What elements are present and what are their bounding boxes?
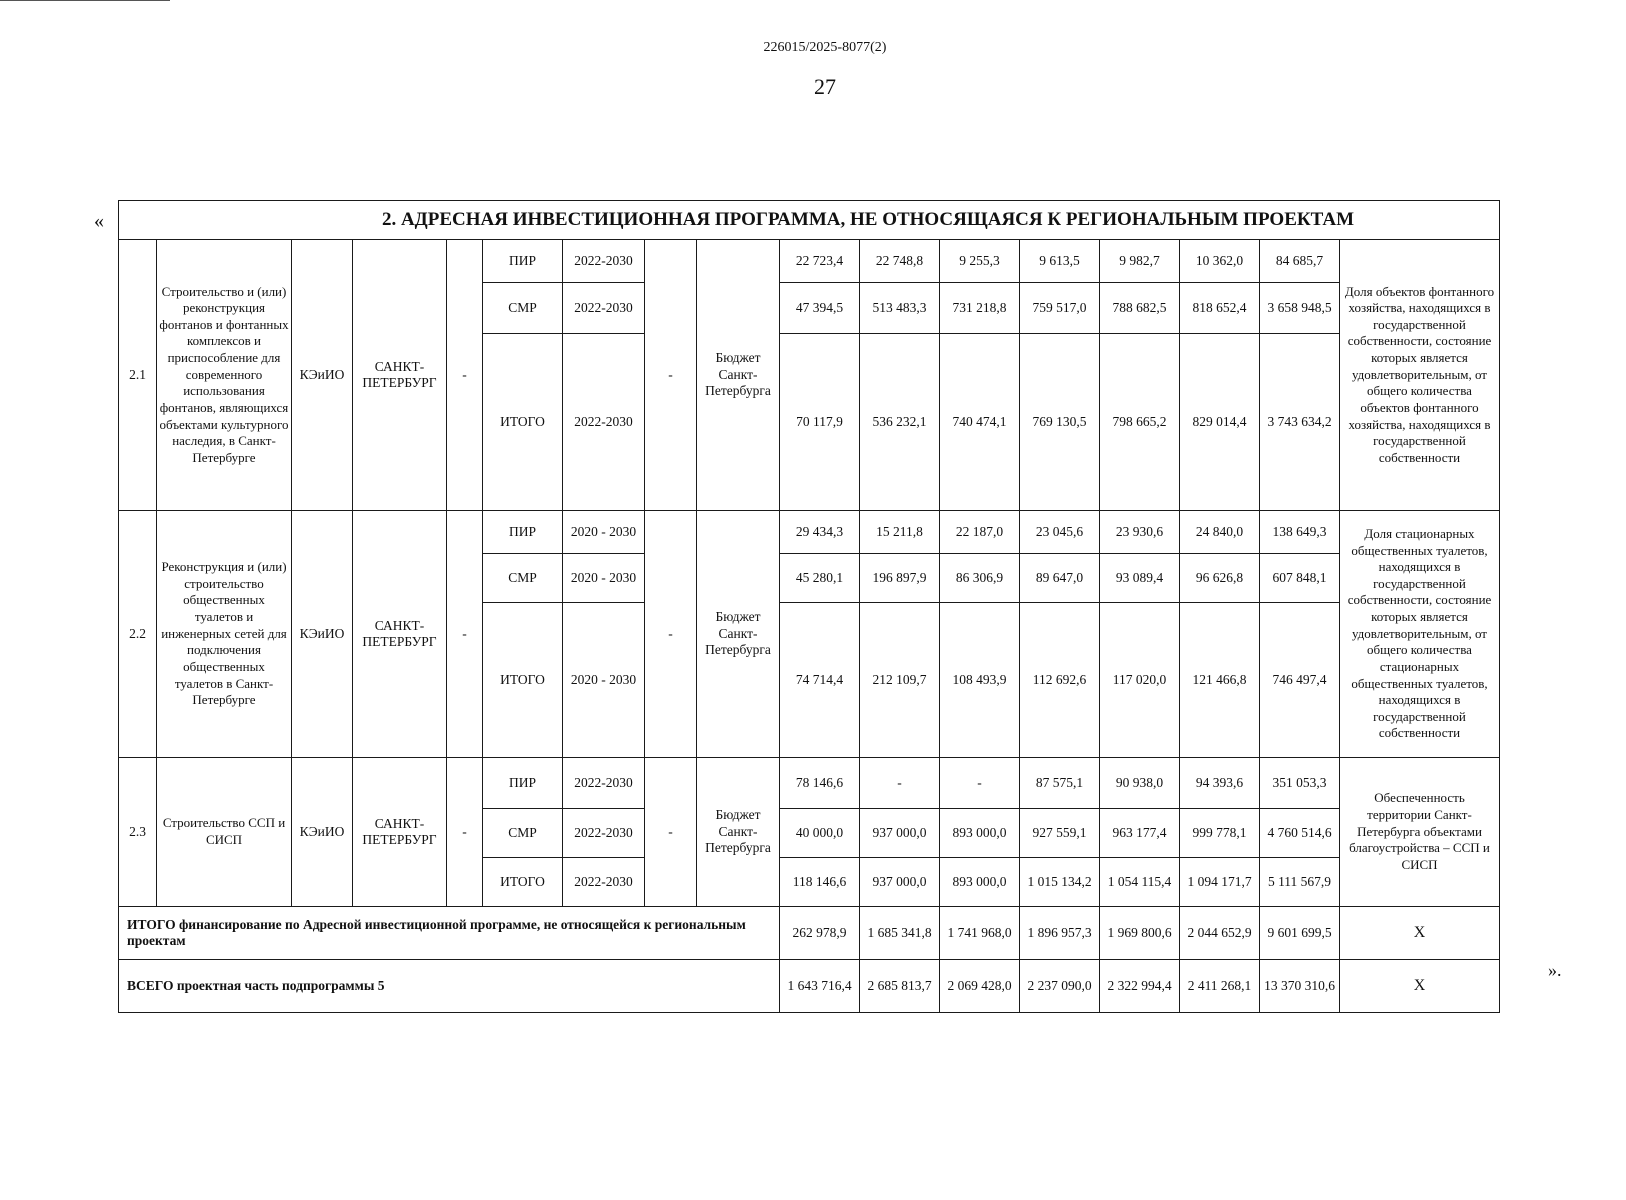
object-name: Строительство ССП и СИСП (157, 758, 292, 907)
funding-value: 4 760 514,6 (1260, 809, 1340, 858)
funding-value: 93 089,4 (1100, 554, 1180, 603)
stage-type: ИТОГО (483, 334, 563, 511)
table-row (119, 511, 1500, 554)
funding-value: - (860, 758, 940, 809)
stage-type: ИТОГО (483, 603, 563, 758)
stage-period: 2022-2030 (563, 283, 645, 334)
location: САНКТ-ПЕТЕРБУРГ (353, 758, 447, 907)
funding-value: 40 000,0 (780, 809, 860, 858)
object-name: Строительство и (или) реконструкция фонтанов и фонтанных комплексов и приспособление для современного использования фонтанов, являющихся объектами культурного наследия, в Санкт-Петербурге (157, 240, 292, 511)
row-number: 2.1 (119, 240, 157, 511)
funding-value: 798 665,2 (1100, 334, 1180, 511)
total-value: 1 969 800,6 (1100, 907, 1180, 960)
investment-program-table (118, 200, 1500, 1013)
funding-value: 86 306,9 (940, 554, 1020, 603)
executor: КЭиИО (292, 511, 353, 758)
total-value: 262 978,9 (780, 907, 860, 960)
stage-period: 2022-2030 (563, 240, 645, 283)
funding-value: 769 130,5 (1020, 334, 1100, 511)
stage-period: 2022-2030 (563, 334, 645, 511)
column-8-value: - (645, 240, 697, 511)
total-value: 13 370 310,6 (1260, 960, 1340, 1013)
table-row (119, 758, 1500, 809)
funding-value: 117 020,0 (1100, 603, 1180, 758)
funding-value: 893 000,0 (940, 809, 1020, 858)
total-indicator: X (1340, 960, 1500, 1013)
column-8-value: - (645, 758, 697, 907)
total-row (119, 960, 1500, 1013)
funding-value: 138 649,3 (1260, 511, 1340, 554)
funding-value: 759 517,0 (1020, 283, 1100, 334)
stage-period: 2022-2030 (563, 809, 645, 858)
funding-value: 78 146,6 (780, 758, 860, 809)
target-indicator: Доля стационарных общественных туалетов, находящихся в государственной собственности, состояние которых является удовлетворительным, от общего количества стационарных общественных туалетов, находящихся в государственной собственности (1340, 511, 1500, 758)
total-value: 1 685 341,8 (860, 907, 940, 960)
funding-value: 70 117,9 (780, 334, 860, 511)
stage-type: ПИР (483, 511, 563, 554)
total-indicator: X (1340, 907, 1500, 960)
funding-value: 9 982,7 (1100, 240, 1180, 283)
stage-type: СМР (483, 554, 563, 603)
funding-value: - (940, 758, 1020, 809)
column-5-value: - (447, 240, 483, 511)
funding-value: 22 723,4 (780, 240, 860, 283)
funding-value: 94 393,6 (1180, 758, 1260, 809)
stage-period: 2020 - 2030 (563, 554, 645, 603)
stage-type: СМР (483, 809, 563, 858)
funding-value: 788 682,5 (1100, 283, 1180, 334)
total-value: 1 896 957,3 (1020, 907, 1100, 960)
funding-value: 746 497,4 (1260, 603, 1340, 758)
funding-source: Бюджет Санкт-Петербурга (697, 511, 780, 758)
funding-value: 121 466,8 (1180, 603, 1260, 758)
stage-type: ПИР (483, 758, 563, 809)
total-value: 1 643 716,4 (780, 960, 860, 1013)
funding-value: 351 053,3 (1260, 758, 1340, 809)
funding-value: 937 000,0 (860, 858, 940, 907)
funding-value: 607 848,1 (1260, 554, 1340, 603)
funding-value: 74 714,4 (780, 603, 860, 758)
total-value: 1 741 968,0 (940, 907, 1020, 960)
funding-value: 9 255,3 (940, 240, 1020, 283)
funding-value: 89 647,0 (1020, 554, 1100, 603)
total-value: 2 411 268,1 (1180, 960, 1260, 1013)
object-name: Реконструкция и (или) строительство общественных туалетов и инженерных сетей для подключения общественных туалетов в Санкт-Петербурге (157, 511, 292, 758)
funding-value: 963 177,4 (1100, 809, 1180, 858)
funding-value: 87 575,1 (1020, 758, 1100, 809)
funding-value: 513 483,3 (860, 283, 940, 334)
total-label: ИТОГО финансирование по Адресной инвестиционной программе, не относящейся к региональным проектам (119, 907, 780, 960)
funding-value: 45 280,1 (780, 554, 860, 603)
funding-source: Бюджет Санкт-Петербурга (697, 758, 780, 907)
stage-type: ПИР (483, 240, 563, 283)
document-id: 226015/2025-8077(2) (763, 40, 887, 55)
stage-period: 2020 - 2030 (563, 603, 645, 758)
funding-value: 937 000,0 (860, 809, 940, 858)
funding-value: 818 652,4 (1180, 283, 1260, 334)
table-title: 2. АДРЕСНАЯ ИНВЕСТИЦИОННАЯ ПРОГРАММА, НЕ ОТНОСЯЩАЯСЯ К РЕГИОНАЛЬНЫМ ПРОЕКТАМ (119, 201, 1500, 240)
closing-quote: ». (1548, 960, 1562, 980)
funding-value: 740 474,1 (940, 334, 1020, 511)
target-indicator: Обеспеченность территории Санкт-Петербурга объектами благоустройства – ССП и СИСП (1340, 758, 1500, 907)
funding-value: 108 493,9 (940, 603, 1020, 758)
funding-value: 999 778,1 (1180, 809, 1260, 858)
total-value: 2 322 994,4 (1100, 960, 1180, 1013)
executor: КЭиИО (292, 240, 353, 511)
funding-value: 212 109,7 (860, 603, 940, 758)
funding-value: 196 897,9 (860, 554, 940, 603)
location: САНКТ-ПЕТЕРБУРГ (353, 511, 447, 758)
funding-value: 29 434,3 (780, 511, 860, 554)
total-value: 2 044 652,9 (1180, 907, 1260, 960)
table-row (119, 240, 1500, 283)
total-row (119, 907, 1500, 960)
stage-period: 2022-2030 (563, 758, 645, 809)
stage-type: СМР (483, 283, 563, 334)
funding-value: 23 930,6 (1100, 511, 1180, 554)
funding-value: 893 000,0 (940, 858, 1020, 907)
total-value: 2 069 428,0 (940, 960, 1020, 1013)
stage-type: ИТОГО (483, 858, 563, 907)
funding-value: 47 394,5 (780, 283, 860, 334)
funding-value: 927 559,1 (1020, 809, 1100, 858)
funding-value: 5 111 567,9 (1260, 858, 1340, 907)
funding-value: 90 938,0 (1100, 758, 1180, 809)
funding-value: 112 692,6 (1020, 603, 1100, 758)
total-value: 9 601 699,5 (1260, 907, 1340, 960)
funding-value: 1 015 134,2 (1020, 858, 1100, 907)
page-number: 27 (814, 74, 836, 99)
total-value: 2 685 813,7 (860, 960, 940, 1013)
total-label: ВСЕГО проектная часть подпрограммы 5 (119, 960, 780, 1013)
executor: КЭиИО (292, 758, 353, 907)
funding-value: 9 613,5 (1020, 240, 1100, 283)
column-8-value: - (645, 511, 697, 758)
funding-value: 1 054 115,4 (1100, 858, 1180, 907)
row-number: 2.2 (119, 511, 157, 758)
scan-edge-line (0, 0, 170, 1)
funding-value: 23 045,6 (1020, 511, 1100, 554)
funding-value: 536 232,1 (860, 334, 940, 511)
funding-value: 118 146,6 (780, 858, 860, 907)
funding-value: 1 094 171,7 (1180, 858, 1260, 907)
funding-value: 15 211,8 (860, 511, 940, 554)
total-value: 2 237 090,0 (1020, 960, 1100, 1013)
stage-period: 2022-2030 (563, 858, 645, 907)
funding-value: 24 840,0 (1180, 511, 1260, 554)
opening-quote: « (94, 210, 104, 232)
funding-value: 10 362,0 (1180, 240, 1260, 283)
row-number: 2.3 (119, 758, 157, 907)
target-indicator: Доля объектов фонтанного хозяйства, находящихся в государственной собственности, состояние которых является удовлетворительным, от общего количества объектов фонтанного хозяйства, находящихся в государственной собственности (1340, 240, 1500, 511)
column-5-value: - (447, 758, 483, 907)
funding-source: Бюджет Санкт-Петербурга (697, 240, 780, 511)
funding-value: 84 685,7 (1260, 240, 1340, 283)
funding-value: 96 626,8 (1180, 554, 1260, 603)
stage-period: 2020 - 2030 (563, 511, 645, 554)
funding-value: 829 014,4 (1180, 334, 1260, 511)
funding-value: 731 218,8 (940, 283, 1020, 334)
location: САНКТ-ПЕТЕРБУРГ (353, 240, 447, 511)
funding-value: 3 743 634,2 (1260, 334, 1340, 511)
column-5-value: - (447, 511, 483, 758)
funding-value: 22 187,0 (940, 511, 1020, 554)
funding-value: 3 658 948,5 (1260, 283, 1340, 334)
funding-value: 22 748,8 (860, 240, 940, 283)
